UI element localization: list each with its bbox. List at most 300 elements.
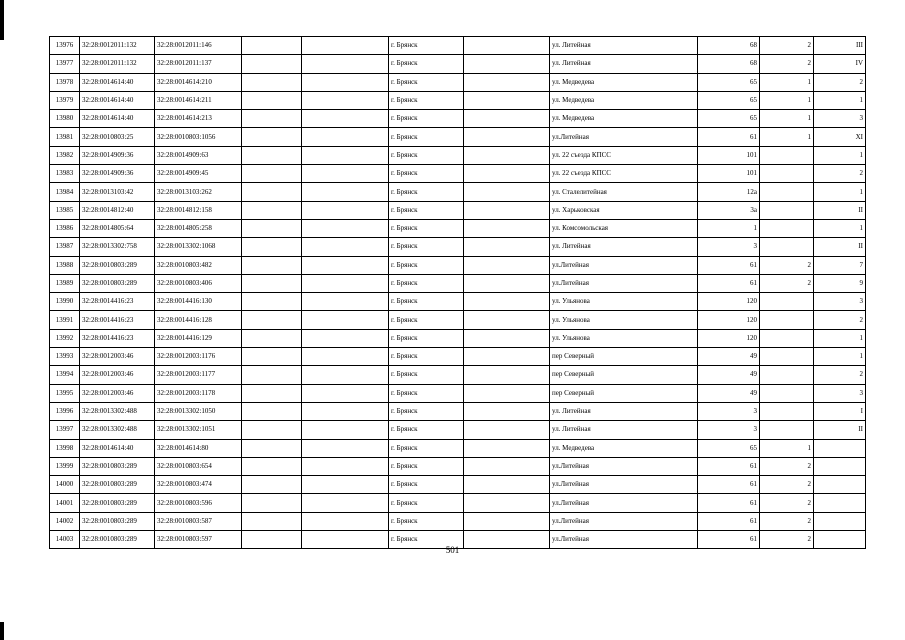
premises-number-cell <box>814 494 866 512</box>
land-cadastral-number-cell: 32:28:0014805:64 <box>80 219 155 237</box>
premises-number-cell: II <box>814 238 866 256</box>
blank-cell-b <box>302 165 389 183</box>
land-cadastral-number-cell: 32:28:0014614:40 <box>80 110 155 128</box>
table-row <box>50 329 866 347</box>
scan-edge-top <box>0 0 4 40</box>
table-row <box>50 91 866 109</box>
object-cadastral-number-cell: 32:28:0013103:262 <box>155 183 242 201</box>
city-cell: г. Брянск <box>389 219 464 237</box>
city-cell: г. Брянск <box>389 329 464 347</box>
premises-number-cell: 9 <box>814 274 866 292</box>
building-number-cell <box>760 329 814 347</box>
blank-cell-b <box>302 421 389 439</box>
building-number-cell <box>760 421 814 439</box>
blank-cell-b <box>302 201 389 219</box>
land-cadastral-number-cell: 32:28:0010803:289 <box>80 476 155 494</box>
building-number-cell <box>760 402 814 420</box>
object-cadastral-number-cell: 32:28:0010803:406 <box>155 274 242 292</box>
street-cell: ул.Литейная <box>550 494 698 512</box>
street-cell: ул.Литейная <box>550 457 698 475</box>
land-cadastral-number-cell: 32:28:0013302:488 <box>80 402 155 420</box>
building-number-cell <box>760 366 814 384</box>
table-row <box>50 439 866 457</box>
house-number-cell: 49 <box>698 366 760 384</box>
blank-cell-a <box>242 165 302 183</box>
table-row <box>50 512 866 530</box>
land-cadastral-number-cell: 32:28:0010803:289 <box>80 457 155 475</box>
blank-cell-b <box>302 329 389 347</box>
table-row <box>50 402 866 420</box>
table-row <box>50 165 866 183</box>
premises-number-cell <box>814 457 866 475</box>
land-cadastral-number-cell: 32:28:0014614:40 <box>80 73 155 91</box>
blank-cell-c <box>464 165 550 183</box>
street-cell: ул. Ульянова <box>550 311 698 329</box>
land-cadastral-number-cell: 32:28:0012011:132 <box>80 37 155 55</box>
blank-cell-a <box>242 91 302 109</box>
table-row <box>50 146 866 164</box>
blank-cell-c <box>464 256 550 274</box>
premises-number-cell: II <box>814 421 866 439</box>
land-cadastral-number-cell: 32:28:0010803:25 <box>80 128 155 146</box>
street-cell: ул. Литейная <box>550 421 698 439</box>
table-row <box>50 274 866 292</box>
object-cadastral-number-cell: 32:28:0010803:1056 <box>155 128 242 146</box>
table-row <box>50 73 866 91</box>
building-number-cell: 2 <box>760 274 814 292</box>
blank-cell-c <box>464 402 550 420</box>
blank-cell-c <box>464 73 550 91</box>
street-cell: ул. 22 съезда КПСС <box>550 165 698 183</box>
house-number-cell: 101 <box>698 146 760 164</box>
premises-number-cell: 2 <box>814 165 866 183</box>
land-cadastral-number-cell: 32:28:0012011:132 <box>80 55 155 73</box>
premises-number-cell: 3 <box>814 110 866 128</box>
land-cadastral-number-cell: 32:28:0014909:36 <box>80 146 155 164</box>
blank-cell-b <box>302 146 389 164</box>
city-cell: г. Брянск <box>389 531 464 549</box>
blank-cell-c <box>464 311 550 329</box>
city-cell: г. Брянск <box>389 476 464 494</box>
city-cell: г. Брянск <box>389 402 464 420</box>
record-number-cell: 13993 <box>50 348 80 366</box>
city-cell: г. Брянск <box>389 311 464 329</box>
blank-cell-a <box>242 366 302 384</box>
street-cell: ул. Медведева <box>550 73 698 91</box>
object-cadastral-number-cell: 32:28:0013302:1068 <box>155 238 242 256</box>
blank-cell-c <box>464 494 550 512</box>
table-row <box>50 201 866 219</box>
record-number-cell: 13995 <box>50 384 80 402</box>
blank-cell-b <box>302 219 389 237</box>
blank-cell-b <box>302 348 389 366</box>
street-cell: ул.Литейная <box>550 274 698 292</box>
land-cadastral-number-cell: 32:28:0014909:36 <box>80 165 155 183</box>
table-row <box>50 457 866 475</box>
house-number-cell: 49 <box>698 384 760 402</box>
premises-number-cell: 3 <box>814 384 866 402</box>
house-number-cell: 49 <box>698 348 760 366</box>
blank-cell-c <box>464 219 550 237</box>
premises-number-cell <box>814 512 866 530</box>
object-cadastral-number-cell: 32:28:0014614:213 <box>155 110 242 128</box>
table-row <box>50 55 866 73</box>
building-number-cell <box>760 146 814 164</box>
blank-cell-c <box>464 384 550 402</box>
object-cadastral-number-cell: 32:28:0014805:258 <box>155 219 242 237</box>
land-cadastral-number-cell: 32:28:0014416:23 <box>80 329 155 347</box>
city-cell: г. Брянск <box>389 37 464 55</box>
blank-cell-b <box>302 457 389 475</box>
blank-cell-a <box>242 37 302 55</box>
record-number-cell: 13999 <box>50 457 80 475</box>
house-number-cell: 68 <box>698 37 760 55</box>
house-number-cell: 68 <box>698 55 760 73</box>
record-number-cell: 13986 <box>50 219 80 237</box>
street-cell: пер Северный <box>550 348 698 366</box>
object-cadastral-number-cell: 32:28:0014614:210 <box>155 73 242 91</box>
table-row <box>50 348 866 366</box>
land-cadastral-number-cell: 32:28:0010803:289 <box>80 531 155 549</box>
blank-cell-a <box>242 439 302 457</box>
premises-number-cell: 2 <box>814 366 866 384</box>
premises-number-cell: 1 <box>814 329 866 347</box>
table-row <box>50 476 866 494</box>
blank-cell-a <box>242 128 302 146</box>
premises-number-cell: 1 <box>814 91 866 109</box>
street-cell: ул. 22 съезда КПСС <box>550 146 698 164</box>
record-number-cell: 13997 <box>50 421 80 439</box>
blank-cell-b <box>302 293 389 311</box>
record-number-cell: 13994 <box>50 366 80 384</box>
blank-cell-a <box>242 476 302 494</box>
street-cell: ул. Ульянова <box>550 293 698 311</box>
blank-cell-a <box>242 293 302 311</box>
record-number-cell: 13989 <box>50 274 80 292</box>
city-cell: г. Брянск <box>389 73 464 91</box>
blank-cell-b <box>302 439 389 457</box>
premises-number-cell: IV <box>814 55 866 73</box>
object-cadastral-number-cell: 32:28:0014909:45 <box>155 165 242 183</box>
house-number-cell: 3 <box>698 238 760 256</box>
building-number-cell: 2 <box>760 37 814 55</box>
premises-number-cell: I <box>814 402 866 420</box>
object-cadastral-number-cell: 32:28:0014614:211 <box>155 91 242 109</box>
street-cell: ул. Медведева <box>550 91 698 109</box>
object-cadastral-number-cell: 32:28:0013302:1050 <box>155 402 242 420</box>
house-number-cell: 65 <box>698 110 760 128</box>
blank-cell-b <box>302 256 389 274</box>
blank-cell-c <box>464 293 550 311</box>
blank-cell-c <box>464 476 550 494</box>
house-number-cell: 61 <box>698 476 760 494</box>
object-cadastral-number-cell: 32:28:0010803:482 <box>155 256 242 274</box>
object-cadastral-number-cell: 32:28:0012011:146 <box>155 37 242 55</box>
city-cell: г. Брянск <box>389 421 464 439</box>
blank-cell-a <box>242 421 302 439</box>
city-cell: г. Брянск <box>389 384 464 402</box>
street-cell: пер Северный <box>550 366 698 384</box>
city-cell: г. Брянск <box>389 201 464 219</box>
object-cadastral-number-cell: 32:28:0012003:1177 <box>155 366 242 384</box>
blank-cell-a <box>242 329 302 347</box>
premises-number-cell: 1 <box>814 219 866 237</box>
blank-cell-b <box>302 274 389 292</box>
table-row <box>50 256 866 274</box>
land-cadastral-number-cell: 32:28:0012003:46 <box>80 348 155 366</box>
city-cell: г. Брянск <box>389 512 464 530</box>
blank-cell-c <box>464 348 550 366</box>
city-cell: г. Брянск <box>389 274 464 292</box>
city-cell: г. Брянск <box>389 494 464 512</box>
blank-cell-b <box>302 384 389 402</box>
blank-cell-a <box>242 219 302 237</box>
blank-cell-b <box>302 494 389 512</box>
table-row <box>50 37 866 55</box>
street-cell: ул.Литейная <box>550 476 698 494</box>
building-number-cell <box>760 238 814 256</box>
land-cadastral-number-cell: 32:28:0014614:40 <box>80 91 155 109</box>
street-cell: ул. Медведева <box>550 110 698 128</box>
object-cadastral-number-cell: 32:28:0014416:130 <box>155 293 242 311</box>
house-number-cell: 101 <box>698 165 760 183</box>
land-cadastral-number-cell: 32:28:0010803:289 <box>80 274 155 292</box>
blank-cell-c <box>464 421 550 439</box>
premises-number-cell: XI <box>814 128 866 146</box>
blank-cell-a <box>242 311 302 329</box>
house-number-cell: 120 <box>698 329 760 347</box>
city-cell: г. Брянск <box>389 55 464 73</box>
record-number-cell: 13996 <box>50 402 80 420</box>
record-number-cell: 13983 <box>50 165 80 183</box>
city-cell: г. Брянск <box>389 183 464 201</box>
street-cell: ул. Комсомольская <box>550 219 698 237</box>
building-number-cell: 2 <box>760 476 814 494</box>
street-cell: ул. Литейная <box>550 238 698 256</box>
record-number-cell: 14000 <box>50 476 80 494</box>
city-cell: г. Брянск <box>389 128 464 146</box>
building-number-cell <box>760 311 814 329</box>
house-number-cell: 120 <box>698 311 760 329</box>
blank-cell-c <box>464 439 550 457</box>
street-cell: ул. Литейная <box>550 37 698 55</box>
house-number-cell: 65 <box>698 439 760 457</box>
house-number-cell: 61 <box>698 256 760 274</box>
house-number-cell: 61 <box>698 512 760 530</box>
house-number-cell: 65 <box>698 91 760 109</box>
blank-cell-a <box>242 274 302 292</box>
house-number-cell: 120 <box>698 293 760 311</box>
land-cadastral-number-cell: 32:28:0012003:46 <box>80 384 155 402</box>
building-number-cell <box>760 293 814 311</box>
house-number-cell: 3а <box>698 201 760 219</box>
blank-cell-a <box>242 348 302 366</box>
record-number-cell: 14002 <box>50 512 80 530</box>
table-row <box>50 219 866 237</box>
object-cadastral-number-cell: 32:28:0012011:137 <box>155 55 242 73</box>
record-number-cell: 13991 <box>50 311 80 329</box>
building-number-cell: 2 <box>760 55 814 73</box>
building-number-cell <box>760 219 814 237</box>
building-number-cell: 1 <box>760 110 814 128</box>
house-number-cell: 61 <box>698 494 760 512</box>
street-cell: ул.Литейная <box>550 531 698 549</box>
building-number-cell: 1 <box>760 439 814 457</box>
blank-cell-a <box>242 73 302 91</box>
blank-cell-a <box>242 146 302 164</box>
premises-number-cell: 3 <box>814 293 866 311</box>
house-number-cell: 65 <box>698 73 760 91</box>
building-number-cell <box>760 348 814 366</box>
blank-cell-c <box>464 37 550 55</box>
building-number-cell <box>760 165 814 183</box>
blank-cell-b <box>302 73 389 91</box>
blank-cell-c <box>464 110 550 128</box>
street-cell: ул. Ульянова <box>550 329 698 347</box>
table-row <box>50 366 866 384</box>
land-cadastral-number-cell: 32:28:0014614:40 <box>80 439 155 457</box>
object-cadastral-number-cell: 32:28:0010803:587 <box>155 512 242 530</box>
blank-cell-b <box>302 55 389 73</box>
object-cadastral-number-cell: 32:28:0010803:597 <box>155 531 242 549</box>
street-cell: ул. Медведева <box>550 439 698 457</box>
land-cadastral-number-cell: 32:28:0013302:488 <box>80 421 155 439</box>
blank-cell-a <box>242 494 302 512</box>
street-cell: ул.Литейная <box>550 512 698 530</box>
blank-cell-b <box>302 37 389 55</box>
city-cell: г. Брянск <box>389 457 464 475</box>
street-cell: ул. Литейная <box>550 402 698 420</box>
street-cell: ул.Литейная <box>550 128 698 146</box>
blank-cell-b <box>302 128 389 146</box>
city-cell: г. Брянск <box>389 110 464 128</box>
table-row <box>50 128 866 146</box>
blank-cell-a <box>242 384 302 402</box>
table-row <box>50 384 866 402</box>
building-number-cell: 2 <box>760 457 814 475</box>
record-number-cell: 13981 <box>50 128 80 146</box>
record-number-cell: 13990 <box>50 293 80 311</box>
object-cadastral-number-cell: 32:28:0014909:63 <box>155 146 242 164</box>
premises-number-cell: II <box>814 201 866 219</box>
city-cell: г. Брянск <box>389 91 464 109</box>
blank-cell-b <box>302 91 389 109</box>
building-number-cell: 2 <box>760 256 814 274</box>
house-number-cell: 12а <box>698 183 760 201</box>
building-number-cell: 1 <box>760 91 814 109</box>
object-cadastral-number-cell: 32:28:0012003:1176 <box>155 348 242 366</box>
blank-cell-c <box>464 457 550 475</box>
blank-cell-b <box>302 402 389 420</box>
blank-cell-b <box>302 238 389 256</box>
record-number-cell: 13976 <box>50 37 80 55</box>
record-number-cell: 13992 <box>50 329 80 347</box>
premises-number-cell: 2 <box>814 73 866 91</box>
premises-number-cell: 1 <box>814 183 866 201</box>
table-row <box>50 110 866 128</box>
records-table <box>49 36 866 549</box>
house-number-cell: 1 <box>698 219 760 237</box>
street-cell: пер Северный <box>550 384 698 402</box>
blank-cell-a <box>242 457 302 475</box>
blank-cell-a <box>242 512 302 530</box>
object-cadastral-number-cell: 32:28:0014614:80 <box>155 439 242 457</box>
blank-cell-b <box>302 476 389 494</box>
city-cell: г. Брянск <box>389 293 464 311</box>
page-number: 501 <box>445 545 460 555</box>
table-row <box>50 238 866 256</box>
house-number-cell: 61 <box>698 531 760 549</box>
blank-cell-a <box>242 201 302 219</box>
land-cadastral-number-cell: 32:28:0014416:23 <box>80 293 155 311</box>
city-cell: г. Брянск <box>389 165 464 183</box>
blank-cell-a <box>242 238 302 256</box>
blank-cell-c <box>464 274 550 292</box>
object-cadastral-number-cell: 32:28:0013302:1051 <box>155 421 242 439</box>
building-number-cell <box>760 201 814 219</box>
blank-cell-c <box>464 329 550 347</box>
building-number-cell: 1 <box>760 128 814 146</box>
street-cell: ул. Литейная <box>550 55 698 73</box>
land-cadastral-number-cell: 32:28:0010803:289 <box>80 512 155 530</box>
object-cadastral-number-cell: 32:28:0014812:158 <box>155 201 242 219</box>
premises-number-cell <box>814 476 866 494</box>
premises-number-cell: 1 <box>814 146 866 164</box>
city-cell: г. Брянск <box>389 348 464 366</box>
blank-cell-c <box>464 238 550 256</box>
object-cadastral-number-cell: 32:28:0014416:129 <box>155 329 242 347</box>
blank-cell-b <box>302 366 389 384</box>
record-number-cell: 13984 <box>50 183 80 201</box>
blank-cell-c <box>464 366 550 384</box>
record-number-cell: 14001 <box>50 494 80 512</box>
house-number-cell: 3 <box>698 421 760 439</box>
premises-number-cell: 7 <box>814 256 866 274</box>
blank-cell-a <box>242 183 302 201</box>
record-number-cell: 13985 <box>50 201 80 219</box>
blank-cell-c <box>464 146 550 164</box>
house-number-cell: 3 <box>698 402 760 420</box>
premises-number-cell: 1 <box>814 348 866 366</box>
premises-number-cell: 2 <box>814 311 866 329</box>
record-number-cell: 13979 <box>50 91 80 109</box>
house-number-cell: 61 <box>698 128 760 146</box>
table-row <box>50 183 866 201</box>
land-cadastral-number-cell: 32:28:0014416:23 <box>80 311 155 329</box>
record-number-cell: 13988 <box>50 256 80 274</box>
city-cell: г. Брянск <box>389 256 464 274</box>
blank-cell-b <box>302 512 389 530</box>
table-row <box>50 293 866 311</box>
city-cell: г. Брянск <box>389 146 464 164</box>
record-number-cell: 13998 <box>50 439 80 457</box>
premises-number-cell <box>814 439 866 457</box>
building-number-cell: 2 <box>760 531 814 549</box>
street-cell: ул. Сталелитейная <box>550 183 698 201</box>
blank-cell-c <box>464 55 550 73</box>
land-cadastral-number-cell: 32:28:0013302:758 <box>80 238 155 256</box>
record-number-cell: 14003 <box>50 531 80 549</box>
premises-number-cell: III <box>814 37 866 55</box>
blank-cell-c <box>464 128 550 146</box>
blank-cell-c <box>464 91 550 109</box>
records-table-body <box>50 37 866 549</box>
object-cadastral-number-cell: 32:28:0014416:128 <box>155 311 242 329</box>
table-row <box>50 421 866 439</box>
blank-cell-a <box>242 256 302 274</box>
blank-cell-c <box>464 512 550 530</box>
building-number-cell: 1 <box>760 73 814 91</box>
